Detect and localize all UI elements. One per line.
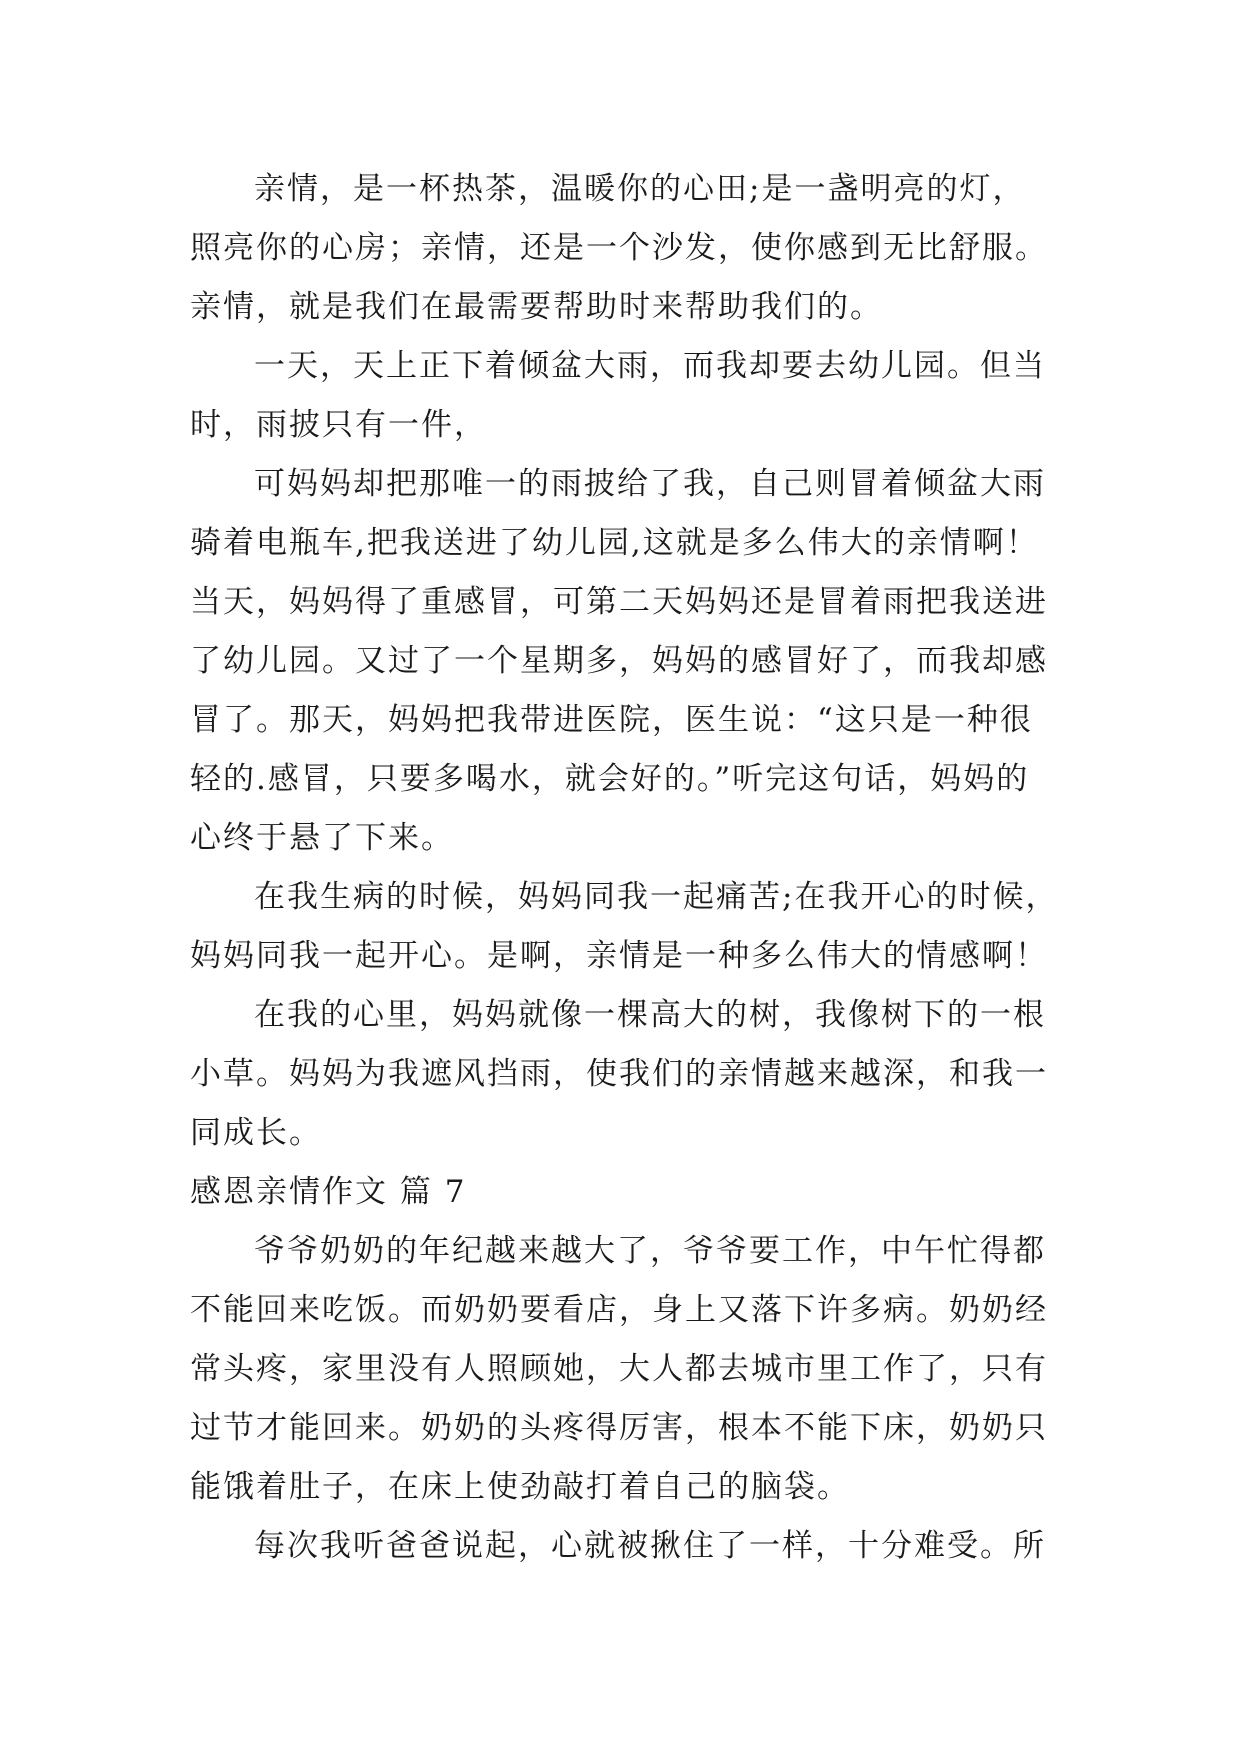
text-line: 同成长。	[190, 1115, 322, 1151]
text-line: 冒了。那天，妈妈把我带进医院，医生说：“这只是一种很	[190, 702, 1033, 738]
text-line: 照亮你的心房；亲情，还是一个沙发，使你感到无比舒服。	[190, 230, 1048, 266]
paragraph-5	[190, 986, 1070, 1163]
text-line: 了幼儿园。又过了一个星期多，妈妈的感冒好了，而我却感	[190, 643, 1048, 679]
text-line: 在我生病的时候，妈妈同我一起痛苦;在我开心的时候，	[254, 879, 1059, 915]
text-line: 能饿着肚子，在床上使劲敲打着自己的脑袋。	[190, 1469, 850, 1505]
text-line: 当天，妈妈得了重感冒，可第二天妈妈还是冒着雨把我送进	[190, 584, 1048, 620]
text-line: 可妈妈却把那唯一的雨披给了我，自己则冒着倾盆大雨	[254, 466, 1046, 502]
paragraph-6	[190, 1222, 1070, 1517]
text-line: 亲情，是一杯热茶，温暖你的心田;是一盏明亮的灯，	[254, 171, 1026, 207]
text-line: 骑着电瓶车,把我送进了幼儿园,这就是多么伟大的亲情啊！	[190, 525, 1039, 561]
text-line: 心终于悬了下来。	[190, 820, 454, 856]
text-line: 一天，天上正下着倾盆大雨，而我却要去幼儿园。但当	[254, 348, 1046, 384]
section-heading: 感恩亲情作文 篇 7	[190, 1174, 467, 1210]
text-line: 爷爷奶奶的年纪越来越大了，爷爷要工作，中午忙得都	[254, 1233, 1046, 1269]
text-line: 妈妈同我一起开心。是啊，亲情是一种多么伟大的情感啊！	[190, 938, 1048, 974]
text-line: 不能回来吃饭。而奶奶要看店，身上又落下许多病。奶奶经	[190, 1292, 1048, 1328]
paragraph-1	[190, 160, 1070, 337]
paragraph-3	[190, 455, 1070, 868]
text-line: 小草。妈妈为我遮风挡雨，使我们的亲情越来越深，和我一	[190, 1056, 1048, 1092]
text-line: 亲情，就是我们在最需要帮助时来帮助我们的。	[190, 289, 883, 325]
text-line: 时，雨披只有一件，	[190, 407, 487, 443]
text-line: 常头疼，家里没有人照顾她，大人都去城市里工作了，只有	[190, 1351, 1048, 1387]
paragraph-7	[190, 1517, 1070, 1576]
paragraph-4	[190, 868, 1070, 986]
document-body	[190, 160, 1070, 1576]
text-line: 轻的.感冒，只要多喝水，就会好的。”听完这句话，妈妈的	[190, 761, 1030, 797]
text-line: 每次我听爸爸说起，心就被揪住了一样，十分难受。所	[254, 1528, 1046, 1564]
text-line: 过节才能回来。奶奶的头疼得厉害，根本不能下床，奶奶只	[190, 1410, 1048, 1446]
paragraph-2	[190, 337, 1070, 455]
text-line: 在我的心里，妈妈就像一棵高大的树，我像树下的一根	[254, 997, 1046, 1033]
